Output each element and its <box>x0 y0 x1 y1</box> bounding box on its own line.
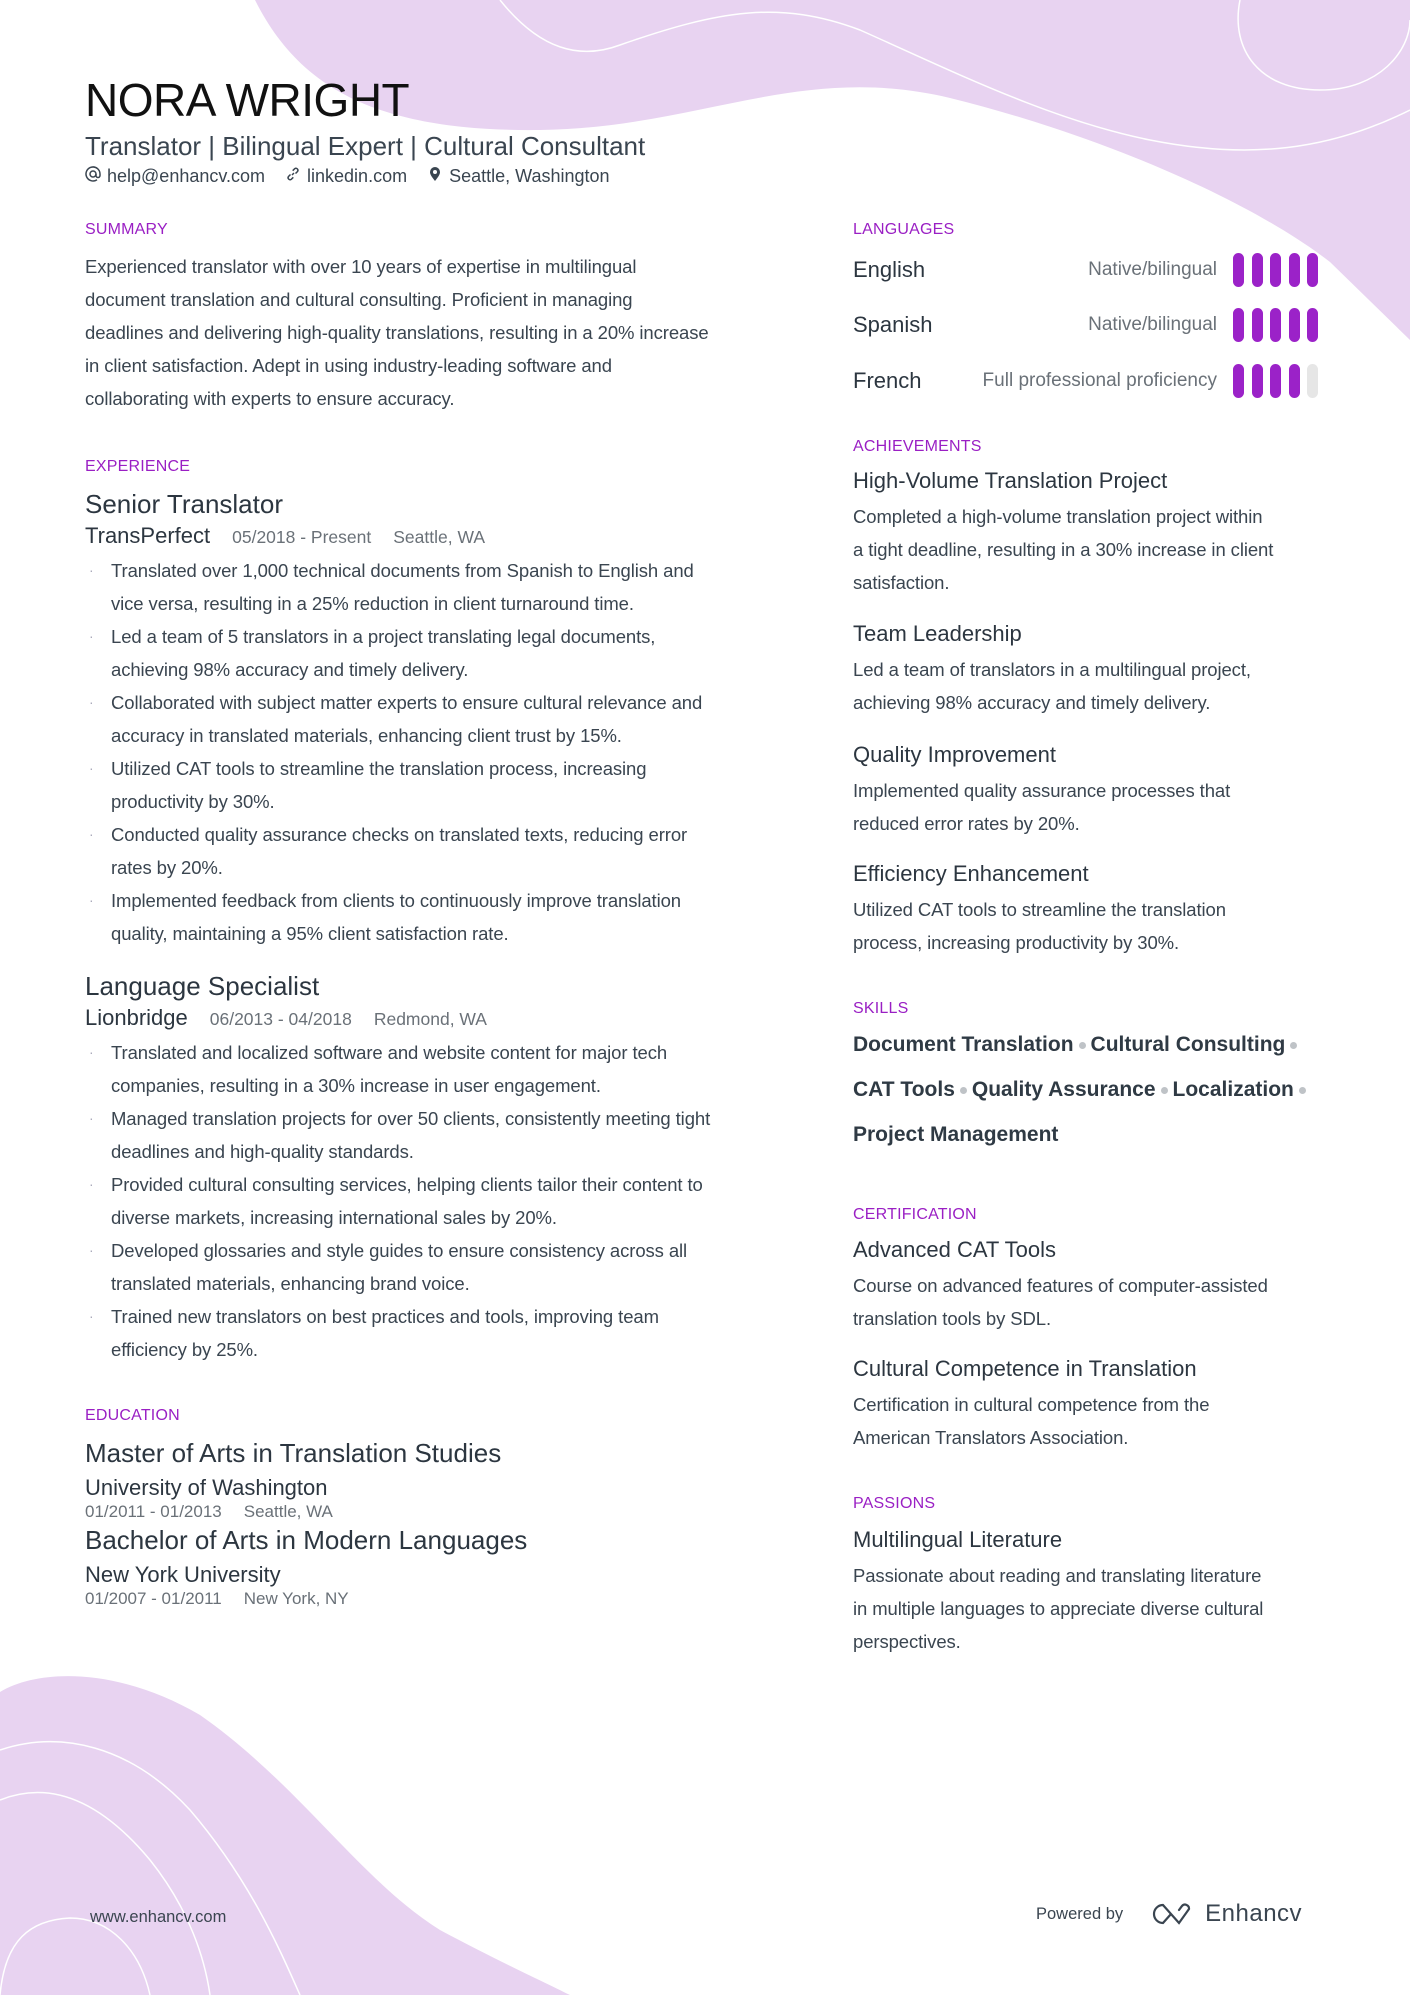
education-location: Seattle, WA <box>243 1502 333 1521</box>
language-rating <box>1233 308 1318 342</box>
enhancv-logo-text: Enhancv <box>1205 1900 1303 1927</box>
education-dates: 01/2011 - 01/2013 <box>85 1502 222 1521</box>
education-heading: EDUCATION <box>85 1407 180 1424</box>
bullet-line: Translated and localized software and website content for major tech <box>111 1042 668 1063</box>
school-name: New York University <box>85 1562 281 1587</box>
enhancv-logo[interactable] <box>1149 1900 1302 1928</box>
rating-bar <box>1307 364 1318 398</box>
contact-bar <box>85 164 610 188</box>
job-meta <box>85 520 805 553</box>
skill-separator-dot <box>1161 1087 1168 1094</box>
education-entry <box>85 1437 805 1523</box>
bullet-item <box>85 1168 805 1234</box>
language-name: French <box>853 368 922 393</box>
bullet-line: achieving 98% accuracy and timely delivery. <box>111 659 469 680</box>
certification-title: Cultural Competence in Translation <box>853 1356 1197 1381</box>
achievements-line: reduced error rates by 20%. <box>853 813 1080 834</box>
footer-website[interactable]: www.enhancv.com <box>90 1908 227 1926</box>
summary-section <box>85 220 805 415</box>
bullet-line: Utilized CAT tools to streamline the translation process, increasing <box>111 758 647 779</box>
bullet-line: deadlines and high-quality standards. <box>111 1141 414 1162</box>
rating-bar <box>1270 364 1281 398</box>
location-pin-icon <box>427 164 443 188</box>
bullet-line: efficiency by 25%. <box>111 1339 258 1360</box>
language-level: Native/bilingual <box>1088 259 1217 280</box>
job-title: Language Specialist <box>85 971 320 1001</box>
bullet-item <box>85 1102 805 1168</box>
bullet-line: Led a team of 5 translators in a project translating legal documents, <box>111 626 656 647</box>
bullet-line: companies, resulting in a 30% increase in user engagement. <box>111 1075 601 1096</box>
bullet-dot-icon: · <box>89 826 94 842</box>
bullet-item <box>85 752 805 818</box>
summary-line: deadlines and delivering high-quality translations, resulting in a 20% increase <box>85 322 709 343</box>
bullet-line: Managed translation projects for over 50 clients, consistently meeting tight <box>111 1108 711 1129</box>
job-title: Senior Translator <box>85 489 283 519</box>
summary-line: Experienced translator with over 10 years of expertise in multilingual <box>85 256 637 277</box>
rating-bar <box>1252 253 1263 287</box>
bullet-line: vice versa, resulting in a 25% reduction in client turnaround time. <box>111 593 634 614</box>
achievements-item <box>853 740 1333 840</box>
certification-heading-block <box>853 1205 1153 1225</box>
summary-heading: SUMMARY <box>85 221 168 238</box>
contact-location <box>427 164 609 188</box>
candidate-name: NORA WRIGHT <box>85 74 410 126</box>
bullet-item <box>85 1300 805 1366</box>
achievements-line: a tight deadline, resulting in a 30% increase in client <box>853 539 1274 560</box>
bullet-dot-icon: · <box>89 694 94 710</box>
experience-heading: EXPERIENCE <box>85 458 191 475</box>
rating-bar <box>1307 308 1318 342</box>
summary-line: document translation and cultural consulting. Proficient in managing <box>85 289 633 310</box>
skill-tag: Project Management <box>853 1123 1059 1146</box>
bullet-line: Implemented feedback from clients to continuously improve translation <box>111 890 681 911</box>
skill-tag: Localization <box>1172 1078 1294 1101</box>
candidate-title: Translator | Bilingual Expert | Cultural Consultant <box>85 131 646 161</box>
rating-bar <box>1233 308 1244 342</box>
skill-tag: Quality Assurance <box>971 1078 1156 1101</box>
passions-line: Passionate about reading and translating literature <box>853 1565 1262 1586</box>
rating-bar <box>1252 308 1263 342</box>
achievements-line: achieving 98% accuracy and timely delivery. <box>853 692 1211 713</box>
certification-text <box>853 1388 1333 1454</box>
job-meta <box>85 1002 805 1035</box>
achievements-text <box>853 500 1333 599</box>
skills-row <box>853 1067 1333 1112</box>
education-location: New York, NY <box>243 1589 349 1608</box>
bullet-line: translated materials, enhancing brand voice. <box>111 1273 470 1294</box>
bullet-line: Developed glossaries and style guides to ensure consistency across all <box>111 1240 688 1261</box>
bullet-line: rates by 20%. <box>111 857 223 878</box>
skill-separator-dot <box>1299 1087 1306 1094</box>
rating-bar <box>1307 253 1318 287</box>
skills-row <box>853 1022 1333 1067</box>
bullet-line: productivity by 30%. <box>111 791 275 812</box>
achievements-heading-block <box>853 437 1153 457</box>
job-location: Seattle, WA <box>393 527 485 547</box>
bullet-line: Conducted quality assurance checks on translated texts, reducing error <box>111 824 688 845</box>
job-dates: 06/2013 - 04/2018 <box>209 1009 352 1029</box>
summary-line: collaborating with experts to ensure accuracy. <box>85 388 455 409</box>
achievements-text <box>853 774 1333 840</box>
bullet-line: diverse markets, increasing international sales by 20%. <box>111 1207 557 1228</box>
experience-heading-block <box>85 457 385 477</box>
achievements-title: High-Volume Translation Project <box>853 468 1168 493</box>
contact-email-text: help@enhancv.com <box>107 166 266 186</box>
bullet-item <box>85 554 805 620</box>
language-name: English <box>853 257 926 282</box>
skill-separator-dot <box>960 1087 967 1094</box>
job-location: Redmond, WA <box>373 1009 487 1029</box>
certification-line: Course on advanced features of computer-assisted <box>853 1275 1268 1296</box>
bullet-item <box>85 818 805 884</box>
passions-title: Multilingual Literature <box>853 1527 1063 1552</box>
bullet-dot-icon: · <box>89 1242 94 1258</box>
language-row <box>853 361 1318 401</box>
bullet-item <box>85 1036 805 1102</box>
rating-bar <box>1289 364 1300 398</box>
education-entry <box>85 1524 805 1610</box>
bullet-item <box>85 884 805 950</box>
passions-text <box>853 1559 1333 1658</box>
bullet-dot-icon: · <box>89 1110 94 1126</box>
languages-heading: LANGUAGES <box>853 221 955 238</box>
skill-tag: Cultural Consulting <box>1090 1033 1286 1056</box>
achievements-line: process, increasing productivity by 30%. <box>853 932 1180 953</box>
rating-bar <box>1289 308 1300 342</box>
language-level: Full professional proficiency <box>982 370 1217 391</box>
rating-bar <box>1233 364 1244 398</box>
link-icon <box>285 164 301 188</box>
bullet-dot-icon: · <box>89 1176 94 1192</box>
certification-line: translation tools by SDL. <box>853 1308 1052 1329</box>
skill-tag: CAT Tools <box>853 1078 955 1101</box>
job-bullets <box>85 1036 805 1366</box>
achievements-line: Completed a high-volume translation project within <box>853 506 1263 527</box>
skill-separator-dot <box>1079 1042 1086 1049</box>
bullet-line: Trained new translators on best practices and tools, improving team <box>111 1306 659 1327</box>
rating-bar <box>1289 253 1300 287</box>
bullet-line: Translated over 1,000 technical documents from Spanish to English and <box>111 560 694 581</box>
skills-heading: SKILLS <box>853 1000 909 1017</box>
passions-heading: PASSIONS <box>853 1495 936 1512</box>
skills-row <box>853 1112 1333 1157</box>
achievements-line: satisfaction. <box>853 572 950 593</box>
school-name: University of Washington <box>85 1475 328 1500</box>
education-dates: 01/2007 - 01/2011 <box>85 1589 222 1608</box>
achievements-title: Efficiency Enhancement <box>853 861 1089 886</box>
summary-text <box>85 250 805 415</box>
certification-item <box>853 1354 1333 1454</box>
bullet-dot-icon: · <box>89 1308 94 1324</box>
achievements-heading: ACHIEVEMENTS <box>853 438 982 455</box>
job-company: Lionbridge <box>85 1005 188 1030</box>
rating-bar <box>1252 364 1263 398</box>
language-row <box>853 250 1318 290</box>
bullet-dot-icon: · <box>89 760 94 776</box>
skill-tag: Document Translation <box>853 1033 1074 1056</box>
contact-email[interactable] <box>85 164 265 188</box>
education-meta <box>85 1501 805 1523</box>
certification-title: Advanced CAT Tools <box>853 1237 1057 1262</box>
bullet-dot-icon: · <box>89 562 94 578</box>
degree: Master of Arts in Translation Studies <box>85 1438 502 1468</box>
achievements-item <box>853 859 1333 959</box>
rating-bar <box>1270 308 1281 342</box>
summary-line: in client satisfaction. Adept in using industry-leading software and <box>85 355 612 376</box>
job-company: TransPerfect <box>85 523 211 548</box>
footer-powered <box>1036 1900 1302 1928</box>
job-bullets <box>85 554 805 950</box>
bullet-dot-icon: · <box>89 892 94 908</box>
education-heading-block <box>85 1406 385 1426</box>
achievements-text <box>853 893 1333 959</box>
language-rating <box>1233 253 1318 287</box>
bullet-line: Provided cultural consulting services, helping clients tailor their content to <box>111 1174 703 1195</box>
degree: Bachelor of Arts in Modern Languages <box>85 1525 528 1555</box>
passions-heading-block <box>853 1494 1153 1514</box>
job-entry <box>85 488 805 950</box>
language-level: Native/bilingual <box>1088 314 1217 335</box>
bullet-line: accuracy in translated materials, enhancing client trust by 15%. <box>111 725 622 746</box>
achievements-line: Implemented quality assurance processes that <box>853 780 1231 801</box>
bullet-dot-icon: · <box>89 628 94 644</box>
passions-item <box>853 1525 1333 1658</box>
achievements-text <box>853 653 1333 719</box>
language-name: Spanish <box>853 312 933 337</box>
achievements-item <box>853 466 1333 599</box>
skills-section <box>853 999 1333 1157</box>
certification-line: Certification in cultural competence from the <box>853 1394 1210 1415</box>
certification-item <box>853 1235 1333 1335</box>
enhancv-logo-icon <box>1149 1901 1195 1927</box>
certification-line: American Translators Association. <box>853 1427 1129 1448</box>
skills-list <box>853 1022 1333 1157</box>
job-dates: 05/2018 - Present <box>232 527 372 547</box>
contact-location-text: Seattle, Washington <box>449 166 610 186</box>
achievements-item <box>853 619 1333 719</box>
bullet-line: quality, maintaining a 95% client satisfaction rate. <box>111 923 509 944</box>
languages-heading-block <box>853 220 1153 240</box>
bullet-dot-icon: · <box>89 1044 94 1060</box>
rating-bar <box>1270 253 1281 287</box>
achievements-title: Team Leadership <box>853 621 1022 646</box>
achievements-title: Quality Improvement <box>853 742 1056 767</box>
skill-separator-dot <box>1290 1042 1297 1049</box>
contact-linkedin-text: linkedin.com <box>307 166 408 186</box>
bullet-item <box>85 1234 805 1300</box>
certification-text <box>853 1269 1333 1335</box>
powered-by-label: Powered by <box>1036 1904 1124 1923</box>
job-entry <box>85 970 805 1366</box>
passions-line: in multiple languages to appreciate diverse cultural <box>853 1598 1264 1619</box>
achievements-line: Led a team of translators in a multilingual project, <box>853 659 1251 680</box>
language-rating <box>1233 364 1318 398</box>
certification-heading: CERTIFICATION <box>853 1206 977 1223</box>
education-meta <box>85 1588 805 1610</box>
bullet-item <box>85 620 805 686</box>
passions-line: perspectives. <box>853 1631 961 1652</box>
achievements-line: Utilized CAT tools to streamline the translation <box>853 899 1226 920</box>
rating-bar <box>1233 253 1244 287</box>
contact-linkedin[interactable] <box>285 164 407 188</box>
language-row <box>853 305 1318 345</box>
bullet-item <box>85 686 805 752</box>
at-icon <box>85 164 101 188</box>
bullet-line: Collaborated with subject matter experts to ensure cultural relevance and <box>111 692 703 713</box>
